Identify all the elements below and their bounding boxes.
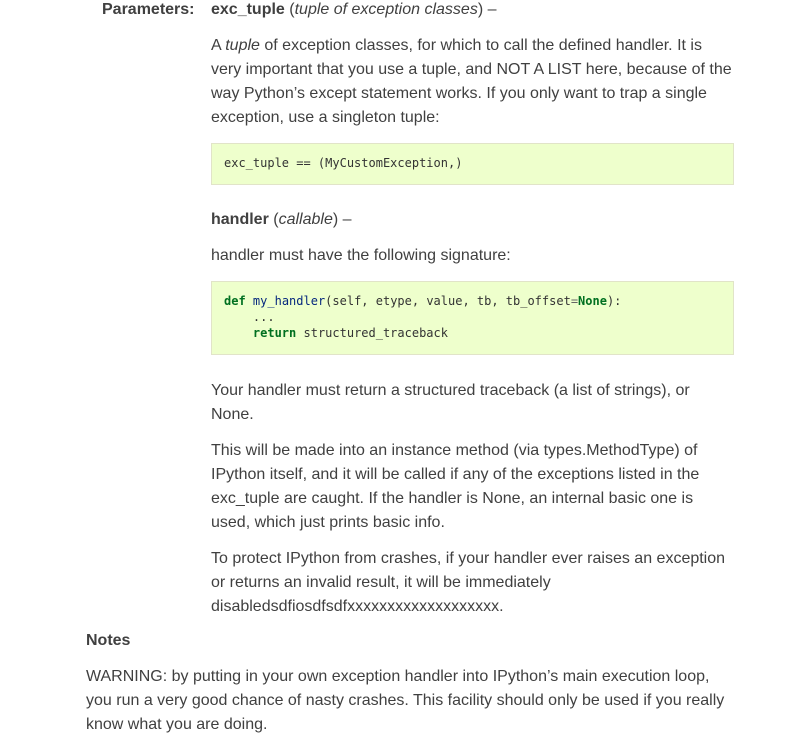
notes-body: WARNING: by putting in your own exception handler into IPython’s main execution loop, you run a very good chance of nasty crashes. This facility should only be used if you really know what you are doing.	[86, 668, 725, 733]
param-type-open: (	[268, 211, 279, 228]
code-paren: ):	[606, 294, 622, 308]
param-type: callable	[278, 211, 333, 228]
desc-text: of exception classes, for which to call the defined handler. It is very important that you use a tuple, and NOT A LIST here, because of the way Python’s except statement works. If you only want to trap a single exception, use a singleton tuple:	[211, 37, 732, 126]
code-line	[224, 309, 721, 325]
parameters-label: Parameters:	[102, 1, 195, 18]
code-line	[224, 293, 721, 309]
code-return-value: structured_traceback	[296, 326, 448, 340]
desc-italic: tuple	[225, 37, 260, 54]
code-line	[224, 325, 721, 341]
param-exc-tuple-heading	[211, 0, 734, 22]
handler-protect-paragraph: To protect IPython from crashes, if your handler ever raises an exception or returns an invalid result, it will be immediately disabledsdfiosdfsdfxxxxxxxxxxxxxxxxxxx.	[211, 550, 726, 615]
param-type-close: ) –	[332, 211, 352, 228]
param-name: exc_tuple	[211, 1, 285, 18]
code-ellipsis: ...	[224, 310, 275, 324]
code-block-exc-tuple	[211, 143, 734, 185]
code-indent	[224, 326, 253, 340]
param-type: tuple of exception classes	[294, 1, 478, 18]
code-args: (self, etype, value, tb, tb_offset	[325, 294, 571, 308]
code-constant: None	[578, 294, 607, 308]
param-exc-tuple-description	[211, 34, 734, 130]
param-handler-description: handler must have the following signature:	[211, 247, 511, 264]
parameters-body	[211, 0, 734, 619]
handler-instance-method-paragraph: This will be made into an instance method (via types.MethodType) of IPython itself, and it will be called if any of the exceptions listed in the exc_tuple are caught. If the handler is None, an internal basic one is used, which just prints basic info.	[211, 442, 700, 531]
code-line: exc_tuple == (MyCustomException,)	[224, 156, 463, 170]
code-operator: =	[570, 294, 579, 308]
code-block-handler	[211, 281, 734, 355]
notes-heading: Notes	[86, 632, 131, 649]
code-keyword: def	[224, 294, 246, 308]
param-name: handler	[211, 211, 269, 228]
desc-text: A	[211, 37, 226, 54]
param-type-open: (	[284, 1, 295, 18]
param-type-close: ) –	[477, 1, 497, 18]
handler-return-paragraph: Your handler must return a structured traceback (a list of strings), or None.	[211, 382, 690, 423]
code-keyword: return	[252, 326, 297, 340]
param-handler-heading	[211, 208, 734, 232]
code-function-name: my_handler	[252, 294, 326, 308]
